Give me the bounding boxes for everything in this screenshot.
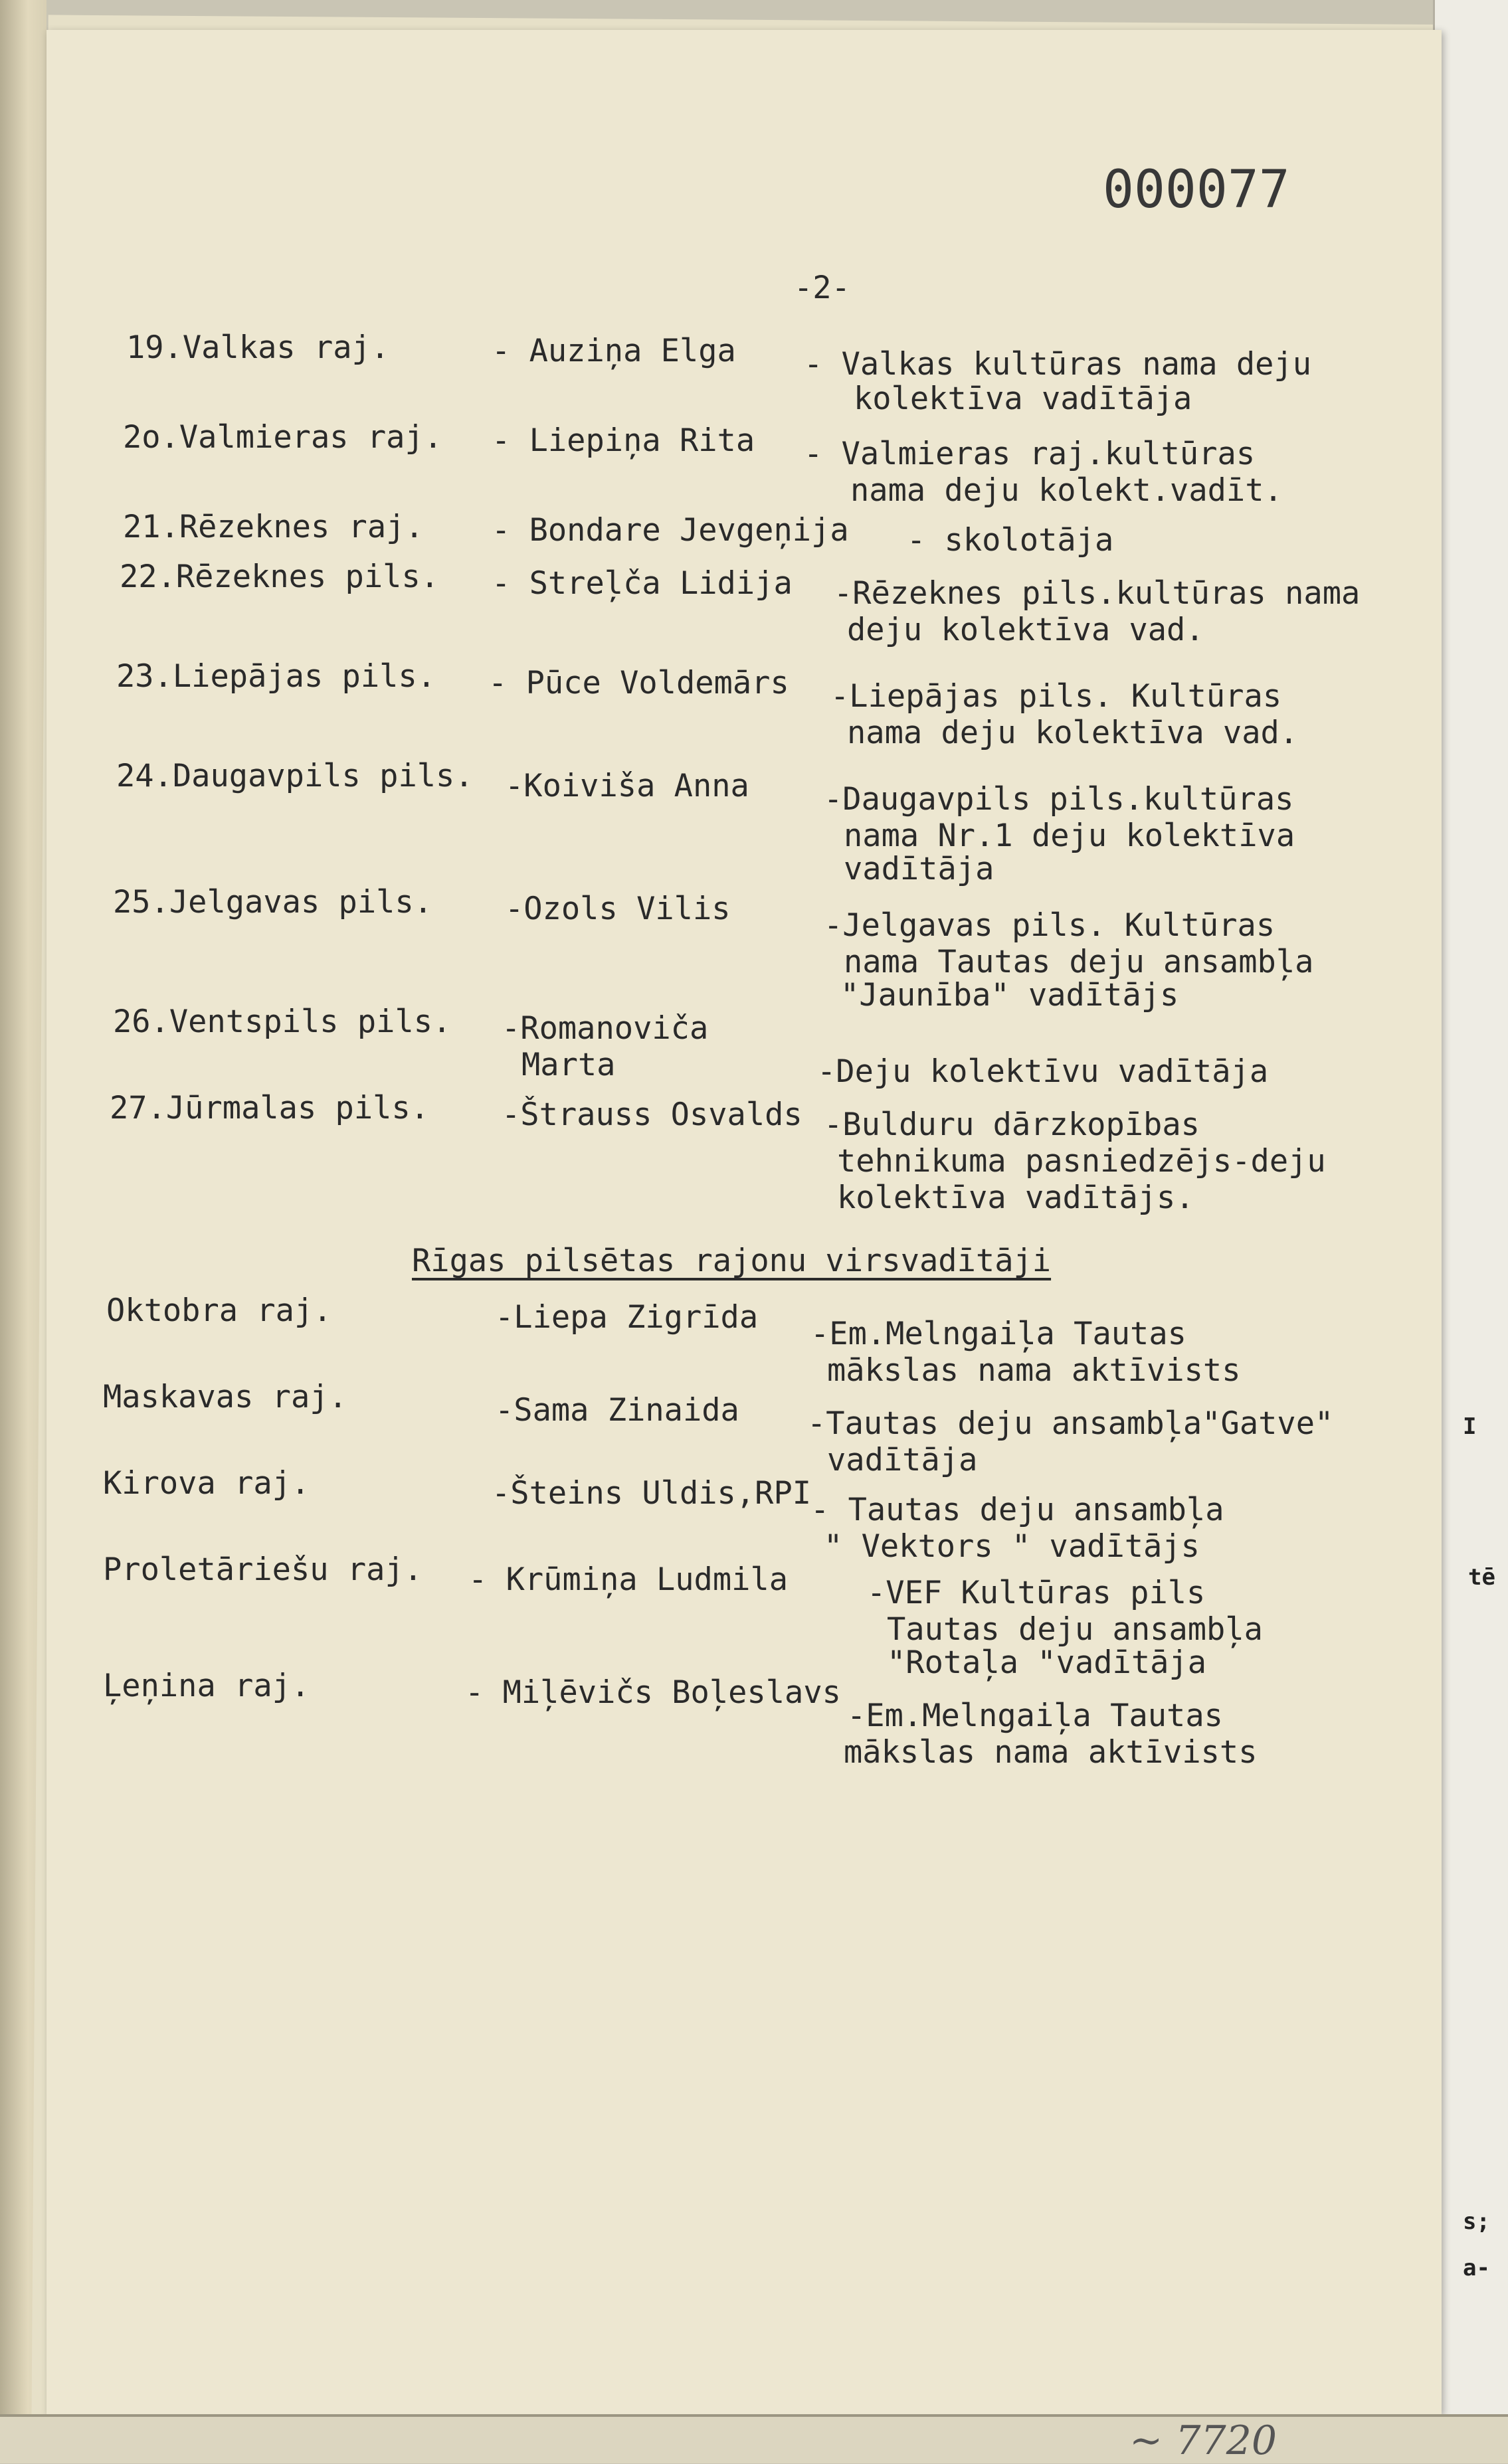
entry-role: - Valmieras raj.kultūras <box>804 436 1256 472</box>
lower-sheet-strip <box>0 2414 1508 2463</box>
riga-role: -Em.Melngaiļa Tautas <box>847 1698 1223 1734</box>
riga-district: Kirova raj. <box>103 1465 310 1502</box>
entry-role: deju kolektīva vad. <box>847 612 1204 648</box>
entry-district: 2o.Valmieras raj. <box>123 419 443 456</box>
entry-role: nama Tautas deju ansambļa <box>844 944 1314 980</box>
margin-mark: a- <box>1463 2255 1490 2281</box>
riga-role: -Em.Melngaiļa Tautas <box>810 1316 1186 1352</box>
riga-role: mākslas nama aktīvists <box>827 1352 1241 1389</box>
entry-district: 21.Rēzeknes raj. <box>123 509 424 545</box>
entry-role: -Liepājas pils. Kultūras <box>830 678 1282 715</box>
entry-role: -Daugavpils pils.kultūras <box>824 781 1294 818</box>
handwritten-mark: ∼ 7720 <box>1129 2418 1277 2464</box>
entry-role: - skolotāja <box>907 522 1114 559</box>
entry-person: -Štrauss Osvalds <box>502 1097 802 1133</box>
entry-person: - Streļča Lidija <box>492 565 793 602</box>
entry-person: -Ozols Vilis <box>505 891 731 927</box>
entry-district: 22.Rēzeknes pils. <box>120 559 440 595</box>
riga-role: mākslas nama aktīvists <box>844 1734 1258 1771</box>
riga-role: "Rotaļa "vadītāja <box>887 1644 1207 1681</box>
riga-person: -Sama Zinaida <box>495 1392 739 1429</box>
entry-role: nama Nr.1 deju kolektīva <box>844 818 1295 854</box>
margin-mark: s; <box>1463 2208 1490 2235</box>
entry-role: -Jelgavas pils. Kultūras <box>824 907 1275 944</box>
entry-person: Marta <box>521 1047 616 1083</box>
riga-district: Ļeņina raj. <box>103 1668 310 1704</box>
riga-district: Maskavas raj. <box>103 1379 347 1415</box>
riga-person: - Miļēvičs Boļeslavs <box>465 1674 841 1711</box>
entry-role: - Valkas kultūras nama deju <box>804 346 1312 383</box>
entry-role: -Bulduru dārzkopības <box>824 1106 1200 1143</box>
section-heading: Rīgas pilsētas rajonu virsvadītāji <box>412 1243 1052 1279</box>
riga-person: -Liepa Zigrīda <box>495 1299 759 1336</box>
entry-district: 25.Jelgavas pils. <box>113 884 433 921</box>
entry-person: -Koiviša Anna <box>505 768 749 804</box>
entry-person: - Bondare Jevgeņija <box>492 512 849 549</box>
entry-person: - Liepiņa Rita <box>492 422 755 459</box>
riga-role: " Vektors " vadītājs <box>824 1528 1200 1565</box>
riga-role: vadītāja <box>827 1442 978 1478</box>
entry-role: kolektīva vadītāja <box>854 381 1192 417</box>
entry-person: -Romanoviča <box>502 1010 709 1047</box>
riga-district: Oktobra raj. <box>106 1292 332 1329</box>
entry-role: vadītāja <box>844 851 994 887</box>
riga-person: - Krūmiņa Ludmila <box>468 1561 789 1598</box>
page-marker: -2- <box>794 270 850 306</box>
entry-district: 26.Ventspils pils. <box>113 1004 452 1040</box>
page-number-stamp: 000077 <box>1103 160 1290 220</box>
entry-role: nama deju kolekt.vadīt. <box>850 472 1283 509</box>
entry-district: 23.Liepājas pils. <box>116 658 436 695</box>
riga-role: -VEF Kultūras pils <box>867 1575 1206 1611</box>
margin-mark: I <box>1463 1413 1477 1440</box>
entry-person: - Auziņa Elga <box>492 333 736 369</box>
riga-person: -Šteins Uldis,RPI <box>492 1475 812 1512</box>
entry-district: 19.Valkas raj. <box>126 329 390 366</box>
entry-role: -Rēzeknes pils.kultūras nama <box>834 575 1361 612</box>
riga-district: Proletāriešu raj. <box>103 1551 423 1588</box>
entry-person: - Pūce Voldemārs <box>488 665 789 701</box>
entry-role: nama deju kolektīva vad. <box>847 715 1299 751</box>
riga-role: Tautas deju ansambļa <box>887 1611 1263 1648</box>
entry-role: "Jaunība" vadītājs <box>840 977 1179 1013</box>
riga-role: -Tautas deju ansambļa"Gatve" <box>807 1405 1334 1442</box>
entry-district: 27.Jūrmalas pils. <box>110 1090 430 1126</box>
entry-role: kolektīva vadītājs. <box>837 1180 1194 1216</box>
entry-district: 24.Daugavpils pils. <box>116 758 474 794</box>
riga-role: - Tautas deju ansambļa <box>810 1492 1224 1528</box>
adjacent-page-edge <box>1433 0 1508 2461</box>
margin-mark: tē <box>1468 1564 1495 1591</box>
entry-role: tehnikuma pasniedzējs-deju <box>837 1143 1326 1180</box>
document-page <box>47 30 1442 2414</box>
entry-role: -Deju kolektīvu vadītāja <box>817 1053 1269 1090</box>
